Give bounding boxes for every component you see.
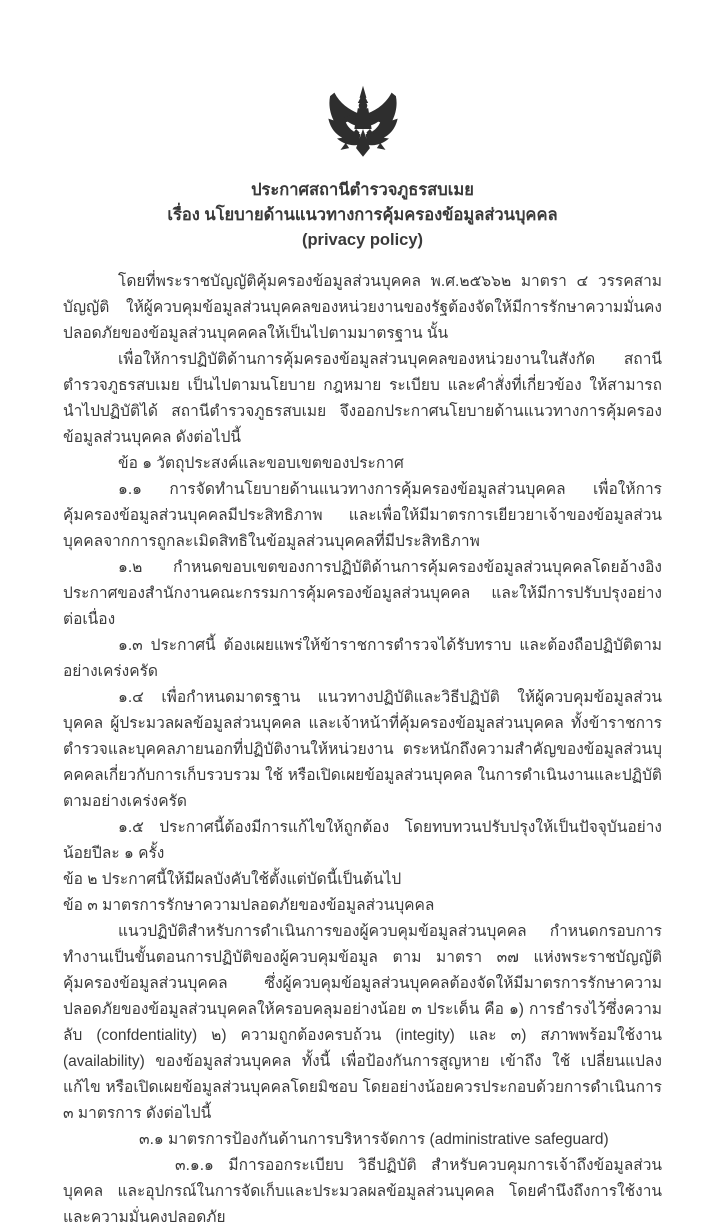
announcement-subject: เรื่อง นโยบายด้านแนวทางการคุ้มครองข้อมูลส่วนบุคคล bbox=[167, 206, 558, 224]
paragraph: ๑.๔ เพื่อกำหนดมาตรฐาน แนวทางปฏิบัติและวิธีปฏิบัติ ให้ผู้ควบคุมข้อมูลส่วนบุคคล ผู้ประมวลผลข้อมูลส่วนบุคคล และเจ้าหน้าที่คุ้มครองข้อมูลส่วนบุคคล ทั้งข้าราชการตำรวจและบุคคลภายนอกที่ปฏิบัติงานให้หน่วยงาน ตระหนักถึงความสำคัญของข้อมูลส่วนบุคคคลเกี่ยวกับการเก็บรวบรวม ใช้ หรือเปิดเผยข้อมูลส่วนบุคคล ในการดำเนินงานและปฏิบัติตามอย่างเคร่งครัด bbox=[63, 689, 662, 810]
paragraph: ข้อ ๑ วัตถุประสงค์และขอบเขตของประกาศ bbox=[118, 455, 404, 472]
paragraph: โดยที่พระราชบัญญัติคุ้มครองข้อมูลส่วนบุคคล พ.ศ.๒๕๖๖๒ มาตรา ๔ วรรคสาม บัญญัติ ให้ผู้ควบคุมข้อมูลส่วนบุคคลของหน่วยงานของรัฐต้องจัดให้มีการรักษาความมั่นคงปลอดภัยของข้อมูลส่วนบุคคคลให้เป็นไปตามมาตรฐาน นั้น bbox=[63, 273, 662, 342]
paragraph: ๑.๑ การจัดทำนโยบายด้านแนวทางการคุ้มครองข้อมูลส่วนบุคคล เพื่อให้การคุ้มครองข้อมูลส่วนบุคคลมีประสิทธิภาพ และเพื่อให้มีมาตรการเยียวยาเจ้าของข้อมูลส่วนบุคคลจากการถูกละเมิดสิทธิในข้อมูลส่วนบุคคลที่มีประสิทธิภาพ bbox=[63, 481, 662, 550]
paragraph: ข้อ ๒ ประกาศนี้ให้มีผลบังคับใช้ตั้งแต่บัดนี้เป็นต้นไป bbox=[63, 871, 402, 888]
document-body bbox=[63, 269, 662, 1231]
paragraph: ๑.๒ กำหนดขอบเขตของการปฏิบัติด้านการคุ้มครองข้อมูลส่วนบุคคลโดยอ้างอิงประกาศของสำนักงานคณะกรรมการคุ้มครองข้อมูลส่วนบุคคล และให้มีการปรับปรุงอย่างต่อเนื่อง bbox=[63, 559, 662, 628]
title-block bbox=[63, 178, 662, 253]
paragraph: เพื่อให้การปฏิบัติด้านการคุ้มครองข้อมูลส่วนบุคคลของหน่วยงานในสังกัด สถานีตำรวจภูธรสบเมย เป็นไปตามนโยบาย กฎหมาย ระเบียบ และคำสั่งที่เกี่ยวข้อง ให้สามารถนำไปปฏิบัติได้ สถานีตำรวจภูธรสบเมย จึงออกประกาศนโยบายด้านแนวทางการคุ้มครองข้อมูลส่วนบุคคล ดังต่อไปนี้ bbox=[63, 351, 662, 446]
paragraph: ๑.๕ ประกาศนี้ต้องมีการแก้ไขให้ถูกต้อง โดยทบทวนปรับปรุงให้เป็นปัจจุบันอย่างน้อยปีละ ๑ ครั้ง bbox=[63, 819, 662, 862]
garuda-emblem-icon bbox=[311, 84, 415, 168]
paragraph: ๑.๓ ประกาศนี้ ต้องเผยแพร่ให้ข้าราชการตำรวจได้รับทราบ และต้องถือปฏิบัติตามอย่างเคร่งครัด bbox=[63, 637, 662, 680]
paragraph: ข้อ ๓ มาตรการรักษาความปลอดภัยของข้อมูลส่วนบุคคล bbox=[63, 897, 435, 914]
paragraph: แนวปฏิบัติสำหรับการดำเนินการของผู้ควบคุมข้อมูลส่วนบุคคล กำหนดกรอบการทำงานเป็นขั้นตอนการปฏิบัติของผู้ควบคุมข้อมูล ตาม มาตรา ๓๗ แห่งพระราชบัญญัติคุ้มครองข้อมูลส่วนบุคคล ซึ่งผู้ควบคุมข้อมูลส่วนบุคคลต้องจัดให้มีมาตรการรักษาความปลอดภัยของข้อมูลส่วนบุคคลให้ครอบคลุมอย่างน้อย ๓ ประเด็น คือ ๑) การธำรงไว้ซึ่งความลับ (confdentiality) ๒) ความถูกต้องครบถ้วน (integity) และ ๓) สภาพพร้อมใช้งาน (availability) ของข้อมูลส่วนบุคคล ทั้งนี้ เพื่อป้องกันการสูญหาย เข้าถึง ใช้ เปลี่ยนแปลง แก้ไข หรือเปิดเผยข้อมูลส่วนบุคคลโดยมิชอบ โดยอย่างน้อยควรประกอบด้วยการดำเนินการ ๓ มาตรการ ดังต่อไปนี้ bbox=[63, 923, 662, 1122]
paragraph: ๓.๑ มาตรการป้องกันด้านการบริหารจัดการ (administrative safeguard) bbox=[139, 1131, 609, 1148]
announcement-title: ประกาศสถานีตำรวจภูธรสบเมย bbox=[251, 181, 474, 199]
announcement-subject-english: (privacy policy) bbox=[301, 231, 424, 249]
emblem-container bbox=[63, 0, 662, 168]
paragraph: ๓.๑.๑ มีการออกระเบียบ วิธีปฏิบัติ สำหรับควบคุมการเจ้าถึงข้อมูลส่วนบุคคล และอุปกรณ์ในการจัดเก็บและประมวลผลข้อมูลส่วนบุคคล โดยคำนึงถึงการใช้งานและความมั่นคงปลอดภัย bbox=[63, 1157, 662, 1226]
